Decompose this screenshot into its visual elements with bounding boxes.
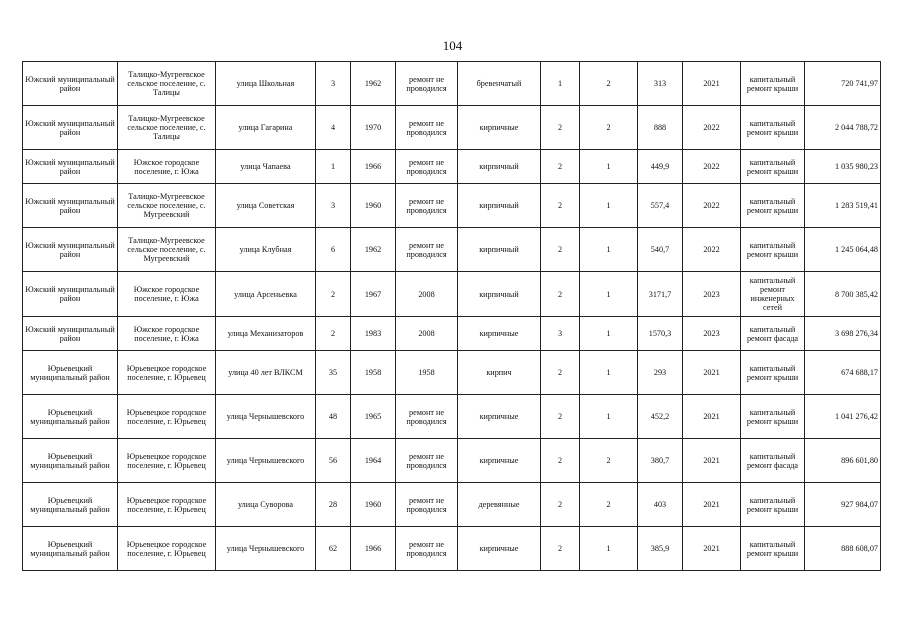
page-number: 104 bbox=[442, 38, 463, 53]
plan-year-cell: 2023 bbox=[683, 272, 741, 317]
year-built-cell: 1966 bbox=[351, 150, 396, 184]
street-cell: улица Чапаева bbox=[216, 150, 316, 184]
plan-year-cell: 2022 bbox=[683, 106, 741, 150]
table-row bbox=[23, 184, 881, 228]
district-cell: Юрьевецкий муниципальный район bbox=[23, 395, 118, 439]
table-row bbox=[23, 351, 881, 395]
district-cell: Юрьевецкий муниципальный район bbox=[23, 527, 118, 571]
cost-cell: 720 741,97 bbox=[805, 62, 881, 106]
district-cell: Юрьевецкий муниципальный район bbox=[23, 351, 118, 395]
settlement-cell: Юрьевецкое городское поселение, г. Юрьевец bbox=[118, 439, 216, 483]
entrances-cell: 1 bbox=[580, 395, 638, 439]
year-built-cell: 1962 bbox=[351, 228, 396, 272]
plan-year-cell: 2021 bbox=[683, 483, 741, 527]
floors-cell: 2 bbox=[541, 184, 580, 228]
work-type-cell: капитальный ремонт фасада bbox=[741, 439, 805, 483]
year-built-cell: 1983 bbox=[351, 317, 396, 351]
house-number-cell: 28 bbox=[316, 483, 351, 527]
table-row bbox=[23, 106, 881, 150]
year-built-cell: 1967 bbox=[351, 272, 396, 317]
last-repair-cell: ремонт не проводился bbox=[396, 228, 458, 272]
year-built-cell: 1962 bbox=[351, 62, 396, 106]
last-repair-cell: ремонт не проводился bbox=[396, 439, 458, 483]
table-row bbox=[23, 150, 881, 184]
cost-cell: 674 688,17 bbox=[805, 351, 881, 395]
plan-year-cell: 2021 bbox=[683, 439, 741, 483]
cost-cell: 1 041 276,42 bbox=[805, 395, 881, 439]
plan-year-cell: 2021 bbox=[683, 62, 741, 106]
cost-cell: 8 700 385,42 bbox=[805, 272, 881, 317]
work-type-cell: капитальный ремонт крыши bbox=[741, 527, 805, 571]
last-repair-cell: ремонт не проводился bbox=[396, 395, 458, 439]
settlement-cell: Юрьевецкое городское поселение, г. Юрьевец bbox=[118, 527, 216, 571]
settlement-cell: Южское городское поселение, г. Южа bbox=[118, 317, 216, 351]
house-number-cell: 35 bbox=[316, 351, 351, 395]
floors-cell: 2 bbox=[541, 228, 580, 272]
entrances-cell: 1 bbox=[580, 351, 638, 395]
house-number-cell: 56 bbox=[316, 439, 351, 483]
last-repair-cell: ремонт не проводился bbox=[396, 150, 458, 184]
year-built-cell: 1965 bbox=[351, 395, 396, 439]
house-number-cell: 1 bbox=[316, 150, 351, 184]
cost-cell: 1 283 519,41 bbox=[805, 184, 881, 228]
settlement-cell: Юрьевецкое городское поселение, г. Юрьевец bbox=[118, 483, 216, 527]
last-repair-cell: ремонт не проводился bbox=[396, 527, 458, 571]
table-row bbox=[23, 527, 881, 571]
house-number-cell: 6 bbox=[316, 228, 351, 272]
area-cell: 380,7 bbox=[638, 439, 683, 483]
year-built-cell: 1960 bbox=[351, 483, 396, 527]
entrances-cell: 2 bbox=[580, 483, 638, 527]
work-type-cell: капитальный ремонт инженерных сетей bbox=[741, 272, 805, 317]
entrances-cell: 1 bbox=[580, 317, 638, 351]
cost-cell: 2 044 788,72 bbox=[805, 106, 881, 150]
cost-cell: 896 601,80 bbox=[805, 439, 881, 483]
work-type-cell: капитальный ремонт крыши bbox=[741, 150, 805, 184]
settlement-cell: Талицко-Мугреевское сельское поселение, с. Мугреевский bbox=[118, 184, 216, 228]
last-repair-cell: ремонт не проводился bbox=[396, 483, 458, 527]
year-built-cell: 1964 bbox=[351, 439, 396, 483]
work-type-cell: капитальный ремонт крыши bbox=[741, 184, 805, 228]
table-row bbox=[23, 62, 881, 106]
year-built-cell: 1966 bbox=[351, 527, 396, 571]
area-cell: 293 bbox=[638, 351, 683, 395]
cost-cell: 927 984,07 bbox=[805, 483, 881, 527]
work-type-cell: капитальный ремонт крыши bbox=[741, 351, 805, 395]
settlement-cell: Юрьевецкое городское поселение, г. Юрьевец bbox=[118, 351, 216, 395]
house-number-cell: 2 bbox=[316, 317, 351, 351]
street-cell: улица Гагарина bbox=[216, 106, 316, 150]
district-cell: Юрьевецкий муниципальный район bbox=[23, 439, 118, 483]
settlement-cell: Талицко-Мугреевское сельское поселение, с. Талицы bbox=[118, 62, 216, 106]
cost-cell: 888 608,07 bbox=[805, 527, 881, 571]
plan-year-cell: 2022 bbox=[683, 150, 741, 184]
wall-material-cell: кирпичный bbox=[458, 272, 541, 317]
area-cell: 313 bbox=[638, 62, 683, 106]
work-type-cell: капитальный ремонт фасада bbox=[741, 317, 805, 351]
plan-year-cell: 2022 bbox=[683, 228, 741, 272]
wall-material-cell: деревянные bbox=[458, 483, 541, 527]
wall-material-cell: бревенчатый bbox=[458, 62, 541, 106]
house-number-cell: 2 bbox=[316, 272, 351, 317]
area-cell: 540,7 bbox=[638, 228, 683, 272]
cost-cell: 3 698 276,34 bbox=[805, 317, 881, 351]
street-cell: улица Арсеньевка bbox=[216, 272, 316, 317]
floors-cell: 2 bbox=[541, 483, 580, 527]
floors-cell: 3 bbox=[541, 317, 580, 351]
table-row bbox=[23, 317, 881, 351]
plan-year-cell: 2023 bbox=[683, 317, 741, 351]
work-type-cell: капитальный ремонт крыши bbox=[741, 483, 805, 527]
street-cell: улица Школьная bbox=[216, 62, 316, 106]
work-type-cell: капитальный ремонт крыши bbox=[741, 62, 805, 106]
district-cell: Южский муниципальный район bbox=[23, 184, 118, 228]
house-number-cell: 4 bbox=[316, 106, 351, 150]
district-cell: Южский муниципальный район bbox=[23, 317, 118, 351]
settlement-cell: Талицко-Мугреевское сельское поселение, с. Талицы bbox=[118, 106, 216, 150]
wall-material-cell: кирпичные bbox=[458, 527, 541, 571]
district-cell: Южский муниципальный район bbox=[23, 106, 118, 150]
floors-cell: 2 bbox=[541, 106, 580, 150]
entrances-cell: 1 bbox=[580, 228, 638, 272]
wall-material-cell: кирпичные bbox=[458, 317, 541, 351]
cost-cell: 1 035 980,23 bbox=[805, 150, 881, 184]
floors-cell: 2 bbox=[541, 351, 580, 395]
wall-material-cell: кирпичный bbox=[458, 150, 541, 184]
settlement-cell: Юрьевецкое городское поселение, г. Юрьевец bbox=[118, 395, 216, 439]
table-row bbox=[23, 483, 881, 527]
floors-cell: 2 bbox=[541, 150, 580, 184]
floors-cell: 1 bbox=[541, 62, 580, 106]
area-cell: 888 bbox=[638, 106, 683, 150]
last-repair-cell: 1958 bbox=[396, 351, 458, 395]
district-cell: Южский муниципальный район bbox=[23, 272, 118, 317]
entrances-cell: 1 bbox=[580, 272, 638, 317]
street-cell: улица Суворова bbox=[216, 483, 316, 527]
wall-material-cell: кирпичные bbox=[458, 106, 541, 150]
street-cell: улица Механизаторов bbox=[216, 317, 316, 351]
year-built-cell: 1960 bbox=[351, 184, 396, 228]
floors-cell: 2 bbox=[541, 527, 580, 571]
area-cell: 403 bbox=[638, 483, 683, 527]
floors-cell: 2 bbox=[541, 272, 580, 317]
area-cell: 385,9 bbox=[638, 527, 683, 571]
floors-cell: 2 bbox=[541, 395, 580, 439]
plan-year-cell: 2021 bbox=[683, 527, 741, 571]
last-repair-cell: 2008 bbox=[396, 272, 458, 317]
district-cell: Южский муниципальный район bbox=[23, 62, 118, 106]
year-built-cell: 1970 bbox=[351, 106, 396, 150]
entrances-cell: 2 bbox=[580, 62, 638, 106]
table-row bbox=[23, 395, 881, 439]
house-number-cell: 48 bbox=[316, 395, 351, 439]
street-cell: улица Клубная bbox=[216, 228, 316, 272]
table-row bbox=[23, 439, 881, 483]
house-number-cell: 3 bbox=[316, 62, 351, 106]
settlement-cell: Южское городское поселение, г. Южа bbox=[118, 150, 216, 184]
wall-material-cell: кирпич bbox=[458, 351, 541, 395]
table-row bbox=[23, 272, 881, 317]
district-cell: Южский муниципальный район bbox=[23, 150, 118, 184]
cost-cell: 1 245 064,48 bbox=[805, 228, 881, 272]
street-cell: улица Чернышевского bbox=[216, 527, 316, 571]
floors-cell: 2 bbox=[541, 439, 580, 483]
year-built-cell: 1958 bbox=[351, 351, 396, 395]
street-cell: улица Чернышевского bbox=[216, 439, 316, 483]
work-type-cell: капитальный ремонт крыши bbox=[741, 395, 805, 439]
district-cell: Юрьевецкий муниципальный район bbox=[23, 483, 118, 527]
plan-year-cell: 2022 bbox=[683, 184, 741, 228]
wall-material-cell: кирпичный bbox=[458, 184, 541, 228]
street-cell: улица Чернышевского bbox=[216, 395, 316, 439]
last-repair-cell: ремонт не проводился bbox=[396, 184, 458, 228]
settlement-cell: Талицко-Мугреевское сельское поселение, с. Мугреевский bbox=[118, 228, 216, 272]
work-type-cell: капитальный ремонт крыши bbox=[741, 106, 805, 150]
area-cell: 557,4 bbox=[638, 184, 683, 228]
last-repair-cell: ремонт не проводился bbox=[396, 106, 458, 150]
area-cell: 1570,3 bbox=[638, 317, 683, 351]
district-cell: Южский муниципальный район bbox=[23, 228, 118, 272]
plan-year-cell: 2021 bbox=[683, 351, 741, 395]
housing-repair-table bbox=[22, 61, 881, 571]
settlement-cell: Южское городское поселение, г. Южа bbox=[118, 272, 216, 317]
wall-material-cell: кирпичные bbox=[458, 395, 541, 439]
area-cell: 452,2 bbox=[638, 395, 683, 439]
plan-year-cell: 2021 bbox=[683, 395, 741, 439]
last-repair-cell: ремонт не проводился bbox=[396, 62, 458, 106]
entrances-cell: 2 bbox=[580, 106, 638, 150]
work-type-cell: капитальный ремонт крыши bbox=[741, 228, 805, 272]
entrances-cell: 2 bbox=[580, 439, 638, 483]
entrances-cell: 1 bbox=[580, 150, 638, 184]
table-row bbox=[23, 228, 881, 272]
street-cell: улица Советская bbox=[216, 184, 316, 228]
house-number-cell: 3 bbox=[316, 184, 351, 228]
house-number-cell: 62 bbox=[316, 527, 351, 571]
street-cell: улица 40 лет ВЛКСМ bbox=[216, 351, 316, 395]
area-cell: 3171,7 bbox=[638, 272, 683, 317]
wall-material-cell: кирпичные bbox=[458, 439, 541, 483]
last-repair-cell: 2008 bbox=[396, 317, 458, 351]
entrances-cell: 1 bbox=[580, 184, 638, 228]
area-cell: 449,9 bbox=[638, 150, 683, 184]
wall-material-cell: кирпичный bbox=[458, 228, 541, 272]
entrances-cell: 1 bbox=[580, 527, 638, 571]
